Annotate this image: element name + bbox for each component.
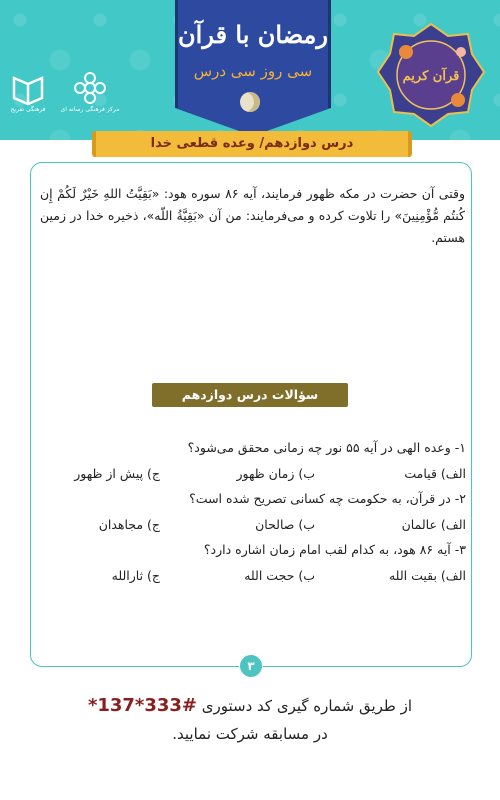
question-1-option-c[interactable]: ج) پیش از ظهور [74,466,160,481]
banner-title: رمضان با قرآن [178,20,328,49]
footer-line-1: از طریق شماره گیری کد دستوری [201,697,413,715]
question-2: ۲- در قرآن، به حکومت چه کسانی تصریح شده است؟ [189,491,466,506]
crescent-moon-icon [240,92,260,112]
question-1-option-a[interactable]: الف) قیامت [404,466,466,481]
lesson-title: درس دوازدهم/ وعده قطعی خدا [92,131,412,157]
flower-logo-icon [72,70,108,106]
question-1: ۱- وعده الهی در آیه ۵۵ نور چه زمانی محقق می‌شود؟ [187,440,466,455]
question-3-option-c[interactable]: ج) ثارالله [111,568,160,583]
question-2-option-b[interactable]: ب) صالحان [255,517,315,532]
dial-code[interactable]: *137*333# [87,695,197,716]
page-number: ۳ [239,654,263,678]
footer-line-2: در مسابقه شرکت نمایید. [172,725,328,743]
question-3-option-a[interactable]: الف) بقیت الله [388,568,466,583]
rosette-text: قرآن کریم [402,69,460,84]
question-3: ۳- آیه ۸۶ هود، به کدام لقب امام زمان اشاره دارد؟ [203,542,466,557]
logo-caption: مرکز فرهنگی رسانه ای [60,106,120,113]
question-2-option-a[interactable]: الف) عالمان [401,517,466,532]
sponsor-logos [10,70,135,118]
question-3-option-b[interactable]: ب) حجت الله [244,568,315,583]
banner-subtitle: سی روز سی درس [193,62,313,80]
header [0,0,500,140]
lesson-passage: وقتی آن حضرت در مکه ظهور فرمایند، آیه ۸۶ سوره هود: «بَقِيَّتُ اللهِ خَيْرٌ لَكُمْ إِن كُنتُم مُّؤْمِنِينَ» را تلاوت کرده و می‌فرمایند: من آن «بَقِيَّةُ اللّه»، ذخیره خدا در زمین هستم. [40,186,466,245]
question-1-option-b[interactable]: ب) زمان ظهور [236,466,315,481]
book-logo-icon [10,70,46,106]
logo-caption: فرهنگی تفریح [10,106,46,113]
footer-instructions [20,692,480,748]
questions-heading: سؤالات درس دوازدهم [152,383,348,407]
quran-rosette-icon [376,22,486,128]
question-2-option-c[interactable]: ج) مجاهدان [98,517,160,532]
